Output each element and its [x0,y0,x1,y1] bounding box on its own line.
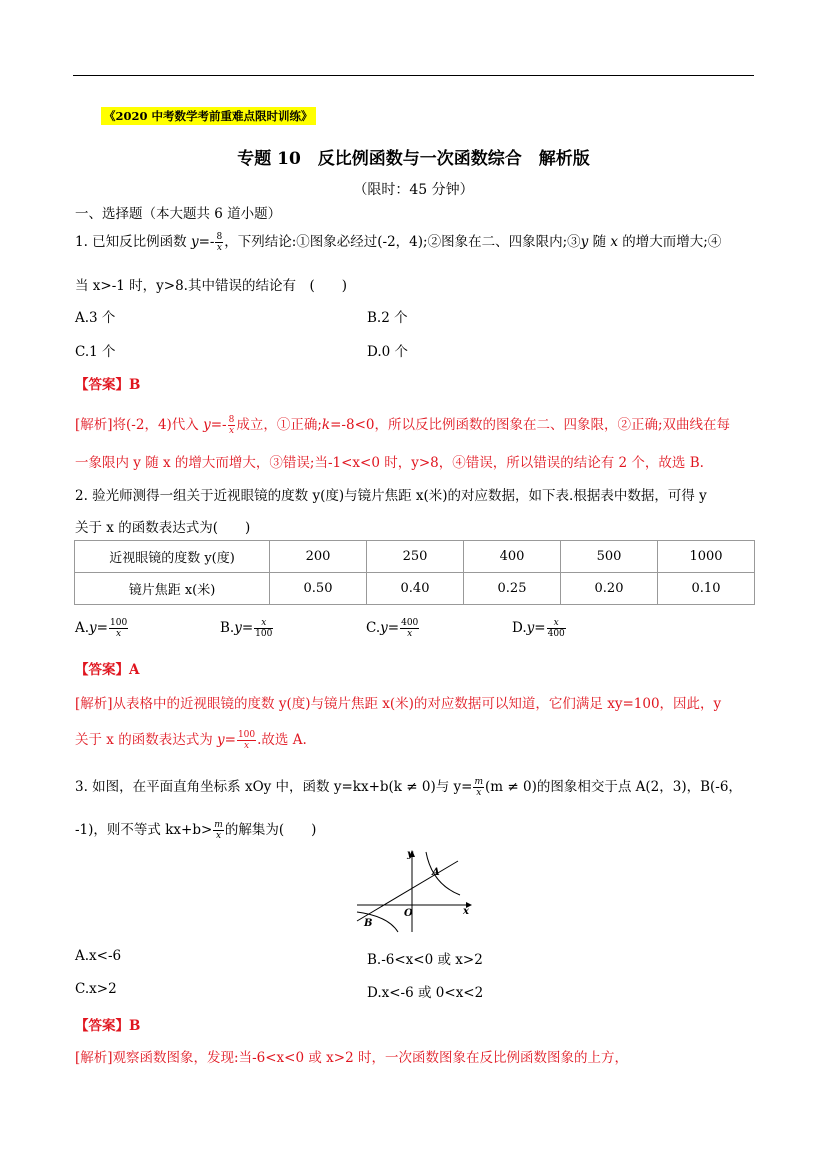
table-cell: 镜片焦距 x(米) [75,573,270,605]
y-axis-label: y [407,849,413,860]
section-heading: 一、选择题（本大题共 6 道小题） [75,206,282,222]
q3-option-b: B.-6<x<0 或 x>2 [367,952,483,968]
point-a-label: A [432,867,440,878]
q3-option-d: D.x<-6 或 0<x<2 [367,985,484,1001]
page-title: 专题 10 反比例函数与一次函数综合 解析版 [237,149,590,169]
q1-fraction: $\frac{8}{x}$ [216,232,223,253]
point-b-label: B [364,918,373,929]
header-rule [73,75,754,76]
q2-line1: 2. 验光师测得一组关于近视眼镜的度数 y(度)与镜片焦距 x(米)的对应数据，如下表.根据表中数据，可得 y [75,488,707,504]
q2-answer: 【答案】A [75,662,140,678]
q2-option-a: A.y= $\frac{100}{x}$ [75,618,128,639]
series-badge: 《2020 中考数学考前重难点限时训练》 [101,107,316,125]
time-limit: （限时：45 分钟） [353,182,474,198]
q1-option-b: B.2 个 [367,310,408,326]
table-cell: 200 [270,541,367,573]
q2-option-c: C.y= $\frac{400}{x}$ [366,618,419,639]
q1-option-a: A.3 个 [75,310,116,326]
x-axis-label: x [463,906,469,917]
table-cell: 500 [561,541,658,573]
q2-explanation-line2: 关于 x 的函数表达式为 y= $\frac{100}{x}$ .故选 A. [75,730,307,751]
q1-option-d: D.0 个 [367,344,409,360]
table-cell: 0.10 [658,573,755,605]
table-cell: 0.25 [464,573,561,605]
q2-data-table [74,540,755,605]
q2-option-b: B.y= $\frac{x}{100}$ [220,618,273,639]
q3-explanation: [解析]观察函数图象，发现:当-6<x<0 或 x>2 时，一次函数图象在反比例函数图象的上方， [75,1050,628,1066]
q2-line2: 关于 x 的函数表达式为( ) [75,520,251,536]
q3-option-c: C.x>2 [75,981,117,997]
table-cell: 近视眼镜的度数 y(度) [75,541,270,573]
q1-answer: 【答案】B [75,377,141,393]
table-cell: 0.40 [367,573,464,605]
q3-answer: 【答案】B [75,1018,141,1034]
origin-label: O [404,908,413,919]
q2-option-d: D.y= $\frac{x}{400}$ [512,618,565,639]
table-cell: 1000 [658,541,755,573]
table-row [75,541,755,573]
q1-option-c: C.1 个 [75,344,116,360]
q1-explanation-line2: 一象限内 y 随 x 的增大而增大，③错误;当-1<x<0 时，y>8，④错误，所以错误的结论有 2 个，故选 B. [75,455,704,471]
q3-function-graph [352,844,477,934]
table-cell: 250 [367,541,464,573]
table-cell: 0.20 [561,573,658,605]
table-cell: 0.50 [270,573,367,605]
q3-line1: 3. 如图，在平面直角坐标系 xOy 中，函数 y=kx+b(k ≠ 0)与 y= $\frac{m}{x}$ (m ≠ 0)的图象相交于点 A(2，3)，B(-6， [75,777,742,798]
table-row [75,573,755,605]
q3-option-a: A.x<-6 [75,948,122,964]
q1-line1: 1. 已知反比例函数 y=- $\frac{8}{x}$ ，下列结论:①图象必经过(-2，4);②图象在二、四象限内;③y 随 x 的增大而增大;④ [75,232,722,253]
table-cell: 400 [464,541,561,573]
q1-line2: 当 x>-1 时，y>8.其中错误的结论有 ( ) [75,278,348,294]
q1-explanation-line1: [解析]将(-2，4)代入 y=- $\frac{8}{x}$ 成立，①正确;k=-8<0，所以反比例函数的图象在二、四象限，②正确;双曲线在每 [75,415,731,436]
q3-line2: -1)，则不等式 kx+b> $\frac{m}{x}$ 的解集为( ) [75,820,317,841]
q2-explanation-line1: [解析]从表格中的近视眼镜的度数 y(度)与镜片焦距 x(米)的对应数据可以知道，它们满足 xy=100，因此，y [75,696,722,712]
